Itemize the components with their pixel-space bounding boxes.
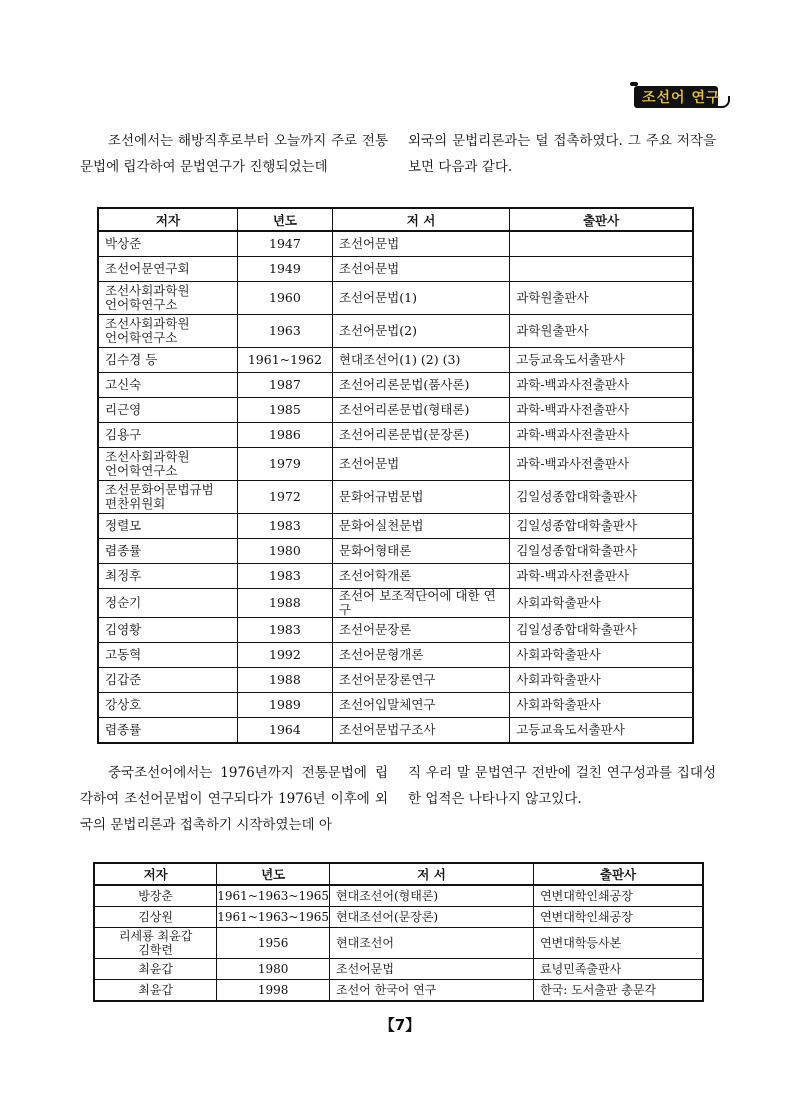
table-row: [98, 643, 693, 668]
year-cell: 1961~1962: [237, 348, 332, 373]
body-right-column: [408, 760, 716, 812]
author-cell: 김갑준: [98, 668, 237, 693]
table-header-row: [94, 863, 703, 885]
table-row: [98, 423, 693, 448]
table-row: [98, 348, 693, 373]
header-author: 저자: [98, 208, 237, 231]
author-cell: 조선문화어문법규범 편찬위원회: [98, 481, 237, 514]
table-row: [94, 907, 703, 928]
body-left-column: [80, 760, 388, 838]
table-row: [98, 618, 693, 643]
publisher-cell: 사회과학출판사: [510, 643, 693, 668]
publisher-cell: 연변대학인쇄공장: [534, 885, 703, 907]
author-cell: 리세룡 최윤갑 김학련: [94, 928, 217, 959]
title-cell: 조선어문장론연구: [332, 668, 509, 693]
author-cell: 정순기: [98, 589, 237, 618]
table-row: [98, 539, 693, 564]
publisher-cell: 연변대학인쇄공장: [534, 907, 703, 928]
body-right-text: 직 우리 말 문법연구 전반에 걸친 연구성과를 집대성한 업적은 나타나지 않고있다.: [408, 765, 716, 807]
publisher-cell: 과학-백과사전출판사: [510, 423, 693, 448]
publisher-cell: 김일성종합대학출판사: [510, 539, 693, 564]
year-cell: 1992: [237, 643, 332, 668]
author-cell: 고동혁: [98, 643, 237, 668]
china-korean-grammar-table: [93, 862, 704, 1002]
header-year: 년도: [237, 208, 332, 231]
intro-right-column: [408, 128, 716, 180]
year-cell: 1964: [237, 718, 332, 744]
title-cell: 조선어문법구조사: [332, 718, 509, 744]
author-cell: 리근영: [98, 398, 237, 423]
table-row: [94, 959, 703, 980]
title-cell: 조선어문장론: [332, 618, 509, 643]
page-number: 【7】: [379, 1016, 421, 1034]
intro-right-text: 외국의 문법리론과는 덜 접촉하였다. 그 주요 저작을 보면 다음과 같다.: [408, 133, 716, 175]
author-cell: 방장춘: [94, 885, 217, 907]
north-korea-grammar-table: [97, 207, 694, 744]
year-cell: 1972: [237, 481, 332, 514]
year-cell: 1980: [217, 959, 330, 980]
publisher-cell: 과학-백과사전출판사: [510, 373, 693, 398]
year-cell: 1987: [237, 373, 332, 398]
title-cell: 조선어문법: [332, 257, 509, 282]
publisher-cell: 료녕민족출판사: [534, 959, 703, 980]
title-cell: 조선어문법: [332, 231, 509, 257]
header-publisher: 출판사: [510, 208, 693, 231]
author-cell: 김상원: [94, 907, 217, 928]
header-title: 저 서: [330, 863, 534, 885]
year-cell: 1979: [237, 448, 332, 481]
title-cell: 조선어문법: [332, 448, 509, 481]
title-cell: 조선어문법: [330, 959, 534, 980]
publisher-cell: 연변대학등사본: [534, 928, 703, 959]
table-row: [94, 980, 703, 1002]
year-cell: 1988: [237, 668, 332, 693]
publisher-cell: 과학원출판사: [510, 282, 693, 315]
table-row: [98, 693, 693, 718]
header-title: 저 서: [332, 208, 509, 231]
publisher-cell: [510, 231, 693, 257]
table-row: [98, 514, 693, 539]
author-cell: 정렬모: [98, 514, 237, 539]
year-cell: 1986: [237, 423, 332, 448]
year-cell: 1947: [237, 231, 332, 257]
logo-swirl-icon: [714, 96, 730, 108]
title-cell: 문화어형태론: [332, 539, 509, 564]
publisher-cell: 사회과학출판사: [510, 589, 693, 618]
author-cell: 최윤갑: [94, 959, 217, 980]
year-cell: 1949: [237, 257, 332, 282]
year-cell: 1983: [237, 514, 332, 539]
publisher-cell: 과학-백과사전출판사: [510, 398, 693, 423]
publisher-cell: 과학-백과사전출판사: [510, 564, 693, 589]
publisher-cell: 과학원출판사: [510, 315, 693, 348]
author-cell: 조선사회과학원 언어학연구소: [98, 315, 237, 348]
title-cell: 현대조선어(형태론): [330, 885, 534, 907]
publisher-cell: 한국: 도서출판 총문각: [534, 980, 703, 1002]
year-cell: 1989: [237, 693, 332, 718]
year-cell: 1956: [217, 928, 330, 959]
year-cell: 1961~1963~1965: [217, 907, 330, 928]
table-row: [98, 231, 693, 257]
title-cell: 조선어학개론: [332, 564, 509, 589]
table-row: [94, 885, 703, 907]
author-cell: 고신숙: [98, 373, 237, 398]
author-cell: 조선사회과학원 언어학연구소: [98, 448, 237, 481]
title-cell: 조선어문법(2): [332, 315, 509, 348]
year-cell: 1961~1963~1965: [217, 885, 330, 907]
author-cell: 강상호: [98, 693, 237, 718]
year-cell: 1983: [237, 618, 332, 643]
publisher-cell: 사회과학출판사: [510, 668, 693, 693]
title-cell: 조선어문법(1): [332, 282, 509, 315]
year-cell: 1980: [237, 539, 332, 564]
table-row: [98, 481, 693, 514]
publisher-cell: 고등교육도서출판사: [510, 718, 693, 744]
table-row: [98, 282, 693, 315]
author-cell: 김용구: [98, 423, 237, 448]
header-year: 년도: [217, 863, 330, 885]
publisher-cell: 사회과학출판사: [510, 693, 693, 718]
author-cell: 렴종률: [98, 718, 237, 744]
title-cell: 조선어 보조적단어에 대한 연구: [332, 589, 509, 618]
publisher-cell: 김일성종합대학출판사: [510, 514, 693, 539]
body-left-text: 중국조선어에서는 1976년까지 전통문법에 립각하여 조선어문법이 연구되다가 1976년 이후에 외국의 문법리론과 접촉하기 시작하였는데 아: [80, 765, 388, 833]
author-cell: 조선어문연구회: [98, 257, 237, 282]
title-cell: 현대조선어(1) (2) (3): [332, 348, 509, 373]
title-cell: 문화어규범문법: [332, 481, 509, 514]
publisher-cell: 김일성종합대학출판사: [510, 481, 693, 514]
year-cell: 1960: [237, 282, 332, 315]
table-header-row: [98, 208, 693, 231]
title-cell: 조선어리론문법(문장론): [332, 423, 509, 448]
intro-left-text: 조선에서는 해방직후로부터 오늘까지 주로 전통문법에 립각하여 문법연구가 진행되었는데: [80, 133, 388, 175]
year-cell: 1983: [237, 564, 332, 589]
title-cell: 조선어리론문법(형태론): [332, 398, 509, 423]
table-row: [98, 373, 693, 398]
publisher-cell: [510, 257, 693, 282]
title-cell: 조선어입말체연구: [332, 693, 509, 718]
table-row: [98, 718, 693, 744]
author-cell: 조선사회과학원 언어학연구소: [98, 282, 237, 315]
table-row: [98, 564, 693, 589]
author-cell: 박상준: [98, 231, 237, 257]
header-publisher: 출판사: [534, 863, 703, 885]
title-cell: 조선어문형개론: [332, 643, 509, 668]
publisher-cell: 과학-백과사전출판사: [510, 448, 693, 481]
table-row: [98, 448, 693, 481]
author-cell: 김수경 등: [98, 348, 237, 373]
title-cell: 조선어리론문법(품사론): [332, 373, 509, 398]
table-row: [98, 315, 693, 348]
publisher-cell: 고등교육도서출판사: [510, 348, 693, 373]
table-row: [98, 257, 693, 282]
author-cell: 최정후: [98, 564, 237, 589]
table-row: [98, 398, 693, 423]
title-cell: 현대조선어(문장론): [330, 907, 534, 928]
intro-left-column: [80, 128, 388, 180]
year-cell: 1963: [237, 315, 332, 348]
title-cell: 현대조선어: [330, 928, 534, 959]
header-author: 저자: [94, 863, 217, 885]
section-logo: [628, 82, 728, 110]
author-cell: 렴종률: [98, 539, 237, 564]
title-cell: 문화어실천문법: [332, 514, 509, 539]
year-cell: 1985: [237, 398, 332, 423]
title-cell: 조선어 한국어 연구: [330, 980, 534, 1002]
logo-text: 조선어 연구: [642, 90, 721, 106]
table-row: [98, 668, 693, 693]
author-cell: 최윤갑: [94, 980, 217, 1002]
year-cell: 1988: [237, 589, 332, 618]
year-cell: 1998: [217, 980, 330, 1002]
author-cell: 김영황: [98, 618, 237, 643]
publisher-cell: 김일성종합대학출판사: [510, 618, 693, 643]
table-row: [98, 589, 693, 618]
table-row: [94, 928, 703, 959]
